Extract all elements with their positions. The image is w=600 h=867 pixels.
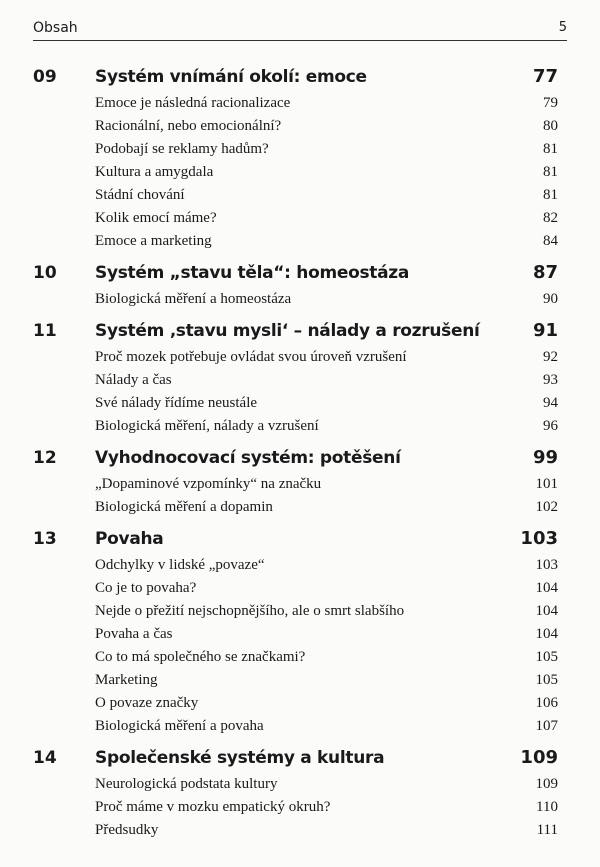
chapter-page: 99 [532,447,558,468]
entry-title: Biologická měření, nálady a vzrušení [95,418,319,434]
entry-page: 104 [535,580,558,596]
entry-page: 101 [535,476,558,492]
toc-entry [33,600,558,623]
chapter-page: 77 [532,66,558,87]
entry-page: 109 [535,776,558,792]
entry-page: 107 [535,718,558,734]
entry-page: 110 [536,799,558,815]
entry-page: 105 [535,649,558,665]
entry-page: 80 [543,118,558,134]
toc-entry [33,230,558,253]
entry-page: 111 [536,822,558,838]
entry-page: 79 [543,95,558,111]
entry-title: Kultura a amygdala [95,164,214,180]
chapter-title: Vyhodnocovací systém: potěšení [95,448,401,468]
chapter-title: Systém vnímání okolí: emoce [95,67,367,87]
toc-entry [33,369,558,392]
entry-title: Racionální, nebo emocionální? [95,118,282,134]
entry-title: Marketing [95,672,158,688]
entry-page: 81 [543,187,558,203]
entry-title: Emoce a marketing [95,233,212,249]
entry-title: Podobají se reklamy hadům? [95,141,269,157]
entry-title: Stádní chování [95,187,185,203]
entry-title: Proč mozek potřebuje ovládat svou úroveň vzrušení [95,349,407,365]
chapter [33,443,558,519]
chapter [33,316,558,438]
toc-entry [33,161,558,184]
chapter-heading [33,524,558,554]
entry-title: O povaze značky [95,695,199,711]
entry-title: Nejde o přežití nejschopnějšího, ale o smrt slabšího [95,603,405,619]
chapter-title: Povaha [95,529,164,549]
running-header [33,18,567,41]
toc-entry [33,819,558,842]
entry-title: Emoce je následná racionalizace [95,95,291,111]
toc-entry [33,715,558,738]
toc-entry [33,115,558,138]
chapter-heading [33,743,558,773]
chapter-page: 103 [520,528,558,549]
entry-page: 94 [543,395,558,411]
entry-title: Své nálady řídíme neustále [95,395,258,411]
chapter-page: 91 [532,320,558,341]
entry-title: Biologická měření a dopamin [95,499,273,515]
entry-page: 106 [535,695,558,711]
toc-entry [33,92,558,115]
toc-entry [33,415,558,438]
entry-page: 92 [543,349,558,365]
toc-entry [33,692,558,715]
header-title: Obsah [33,20,78,36]
entry-title: Neurologická podstata kultury [95,776,278,792]
entry-title: Předsudky [95,822,159,838]
entry-page: 93 [543,372,558,388]
toc-entry [33,184,558,207]
chapter-number: 09 [33,67,57,87]
chapter-heading [33,62,558,92]
toc-entry [33,473,558,496]
entry-page: 104 [535,603,558,619]
chapter [33,62,558,253]
entry-title: Kolik emocí máme? [95,210,217,226]
entry-title: Proč máme v mozku empatický okruh? [95,799,331,815]
entry-title: Povaha a čas [95,626,173,642]
chapter-page: 87 [532,262,558,283]
entry-title: Nálady a čas [95,372,172,388]
chapter-number: 12 [33,448,57,468]
chapter-number: 10 [33,263,57,283]
chapter [33,743,558,842]
toc-entry [33,646,558,669]
chapter-title: Společenské systémy a kultura [95,748,385,768]
chapter-heading [33,443,558,473]
toc-entry [33,623,558,646]
toc-entry [33,346,558,369]
toc-entry [33,577,558,600]
entry-page: 102 [535,499,558,515]
toc-entry [33,773,558,796]
entry-page: 104 [535,626,558,642]
entry-title: Biologická měření a povaha [95,718,264,734]
chapter-heading [33,316,558,346]
chapter-page: 109 [520,747,558,768]
toc-entry [33,138,558,161]
chapter-number: 13 [33,529,57,549]
toc-entry [33,796,558,819]
entry-title: „Dopaminové vzpomínky“ na značku [95,476,322,492]
chapter [33,258,558,311]
page-number: 5 [558,20,567,35]
entry-title: Co to má společného se značkami? [95,649,306,665]
entry-page: 81 [543,164,558,180]
entry-page: 105 [535,672,558,688]
toc-entry [33,554,558,577]
entry-title: Co je to povaha? [95,580,197,596]
toc-entry [33,496,558,519]
entry-page: 90 [543,291,558,307]
table-of-contents [33,62,558,842]
entry-title: Odchylky v lidské „povaze“ [95,557,265,573]
entry-title: Biologická měření a homeostáza [95,291,292,307]
toc-entry [33,392,558,415]
chapter-number: 11 [33,321,57,341]
chapter-number: 14 [33,748,57,768]
entry-page: 82 [543,210,558,226]
entry-page: 84 [543,233,558,249]
chapter [33,524,558,738]
toc-entry [33,669,558,692]
toc-entry [33,288,558,311]
entry-page: 81 [543,141,558,157]
entry-page: 96 [543,418,558,434]
chapter-title: Systém ‚stavu mysli‘ – nálady a rozrušení [95,321,480,341]
chapter-heading [33,258,558,288]
toc-entry [33,207,558,230]
entry-page: 103 [535,557,558,573]
chapter-title: Systém „stavu těla“: homeostáza [95,263,410,283]
